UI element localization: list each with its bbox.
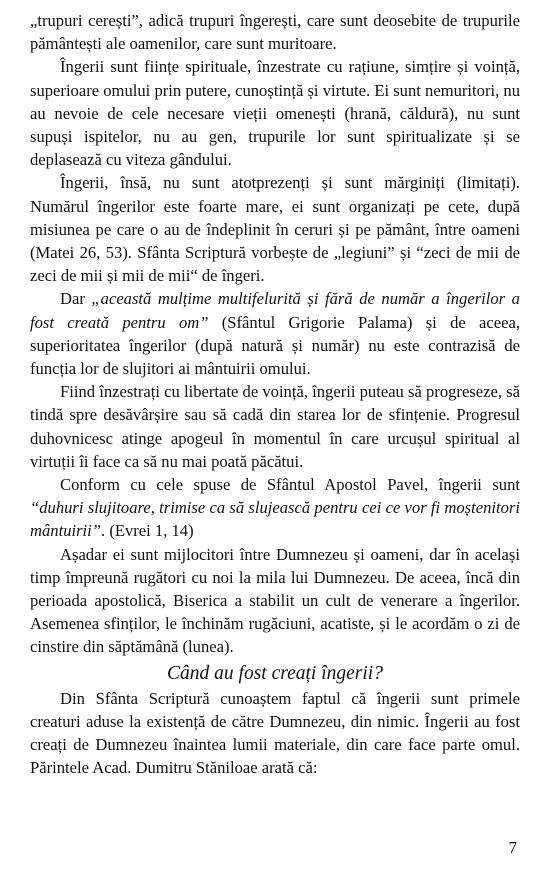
italic-quote: “duhuri slujitoare, trimise ca să slujească pentru cei ce vor fi moștenitori mântuirii” bbox=[30, 498, 520, 541]
paragraph bbox=[30, 287, 520, 380]
paragraph bbox=[30, 55, 520, 171]
body-text bbox=[30, 9, 520, 780]
paragraph bbox=[30, 380, 520, 473]
text-run: Așadar ei sunt mijlocitori între Dumnezeu și oameni, dar în același timp împreună rugători cu noi la mila lui Dumnezeu. De aceea, încă din perioada apostolică, Biserica a stabilit un cult de venerare a îngerilor. Asemenea sfinților, le închinăm rugăciuni, acatiste, și le acordăm o zi de cinstire din săptămână (lunea). bbox=[30, 544, 520, 657]
text-run: Dar bbox=[60, 289, 92, 309]
text-run: (Sfântul Grigorie Palama) și de aceea, superioritatea îngerilor (după natură și număr) nu este contrazisă de funcția lor de slujitori ai mântuirii omului. bbox=[30, 312, 521, 379]
text-run: Îngerii, însă, nu sunt atotprezenți și sunt mărginiți (limitați). Numărul îngerilor este foarte mare, ei sunt organizați pe cete, după misiunea pe care o au de îndeplinit în ceruri și pe pământ, între oameni (Matei 26, 53). Sfânta Scriptură vorbește de „legiuni” și “zeci de mii de zeci de mii și mii de mii“ de îngeri. bbox=[30, 173, 520, 286]
text-run: „trupuri cerești”, adică trupuri îngerești, care sunt deosebite de trupurile pământești ale oamenilor, care sunt muritoare. bbox=[30, 11, 520, 54]
paragraph bbox=[30, 687, 520, 780]
text-run: Din Sfânta Scriptură cunoaștem faptul că îngerii sunt primele creaturi aduse la existență de către Dumnezeu, din nimic. Îngerii au fost creați de Dumnezeu înaintea lumii materiale, din care face parte omul. Părintele Acad. Dumitru Stăniloae arată că: bbox=[30, 688, 520, 778]
paragraph bbox=[30, 473, 520, 543]
italic-quote: „această mulțime multifelurită și fără de număr a îngerilor a fost creată pentru om” bbox=[30, 289, 520, 332]
paragraph bbox=[30, 9, 520, 55]
text-run: Conform cu cele spuse de Sfântul Apostol Pavel, îngerii sunt bbox=[60, 475, 520, 495]
section-heading bbox=[30, 661, 520, 686]
text-run: Îngerii sunt ființe spirituale, înzestrate cu rațiune, simțire și voință, superioare omului prin putere, cunoștință și virtute. Ei sunt nemuritori, nu au nevoie de cele necesare vieții omenești (hrană, căldură), nu sunt supuși ispitelor, nu au gen, trupurile lor sunt spiritualizate și se deplasează cu viteza gândului. bbox=[30, 57, 520, 170]
paragraph bbox=[30, 171, 520, 287]
text-run: Când au fost creați îngerii? bbox=[167, 662, 383, 684]
text-run: Fiind înzestrați cu libertate de voință, îngerii puteau să progreseze, să tindă spre desăvârșire sau să cadă din starea lor de sfințenie. Progresul duhovnicesc atinge apogeul în momentul în care urcușul spiritual al virtuții îi face ca să nu mai poată păcătui. bbox=[30, 382, 520, 471]
paragraph bbox=[30, 543, 520, 659]
text-run: . (Evrei 1, 14) bbox=[101, 521, 194, 541]
page-number: 7 bbox=[508, 838, 517, 857]
